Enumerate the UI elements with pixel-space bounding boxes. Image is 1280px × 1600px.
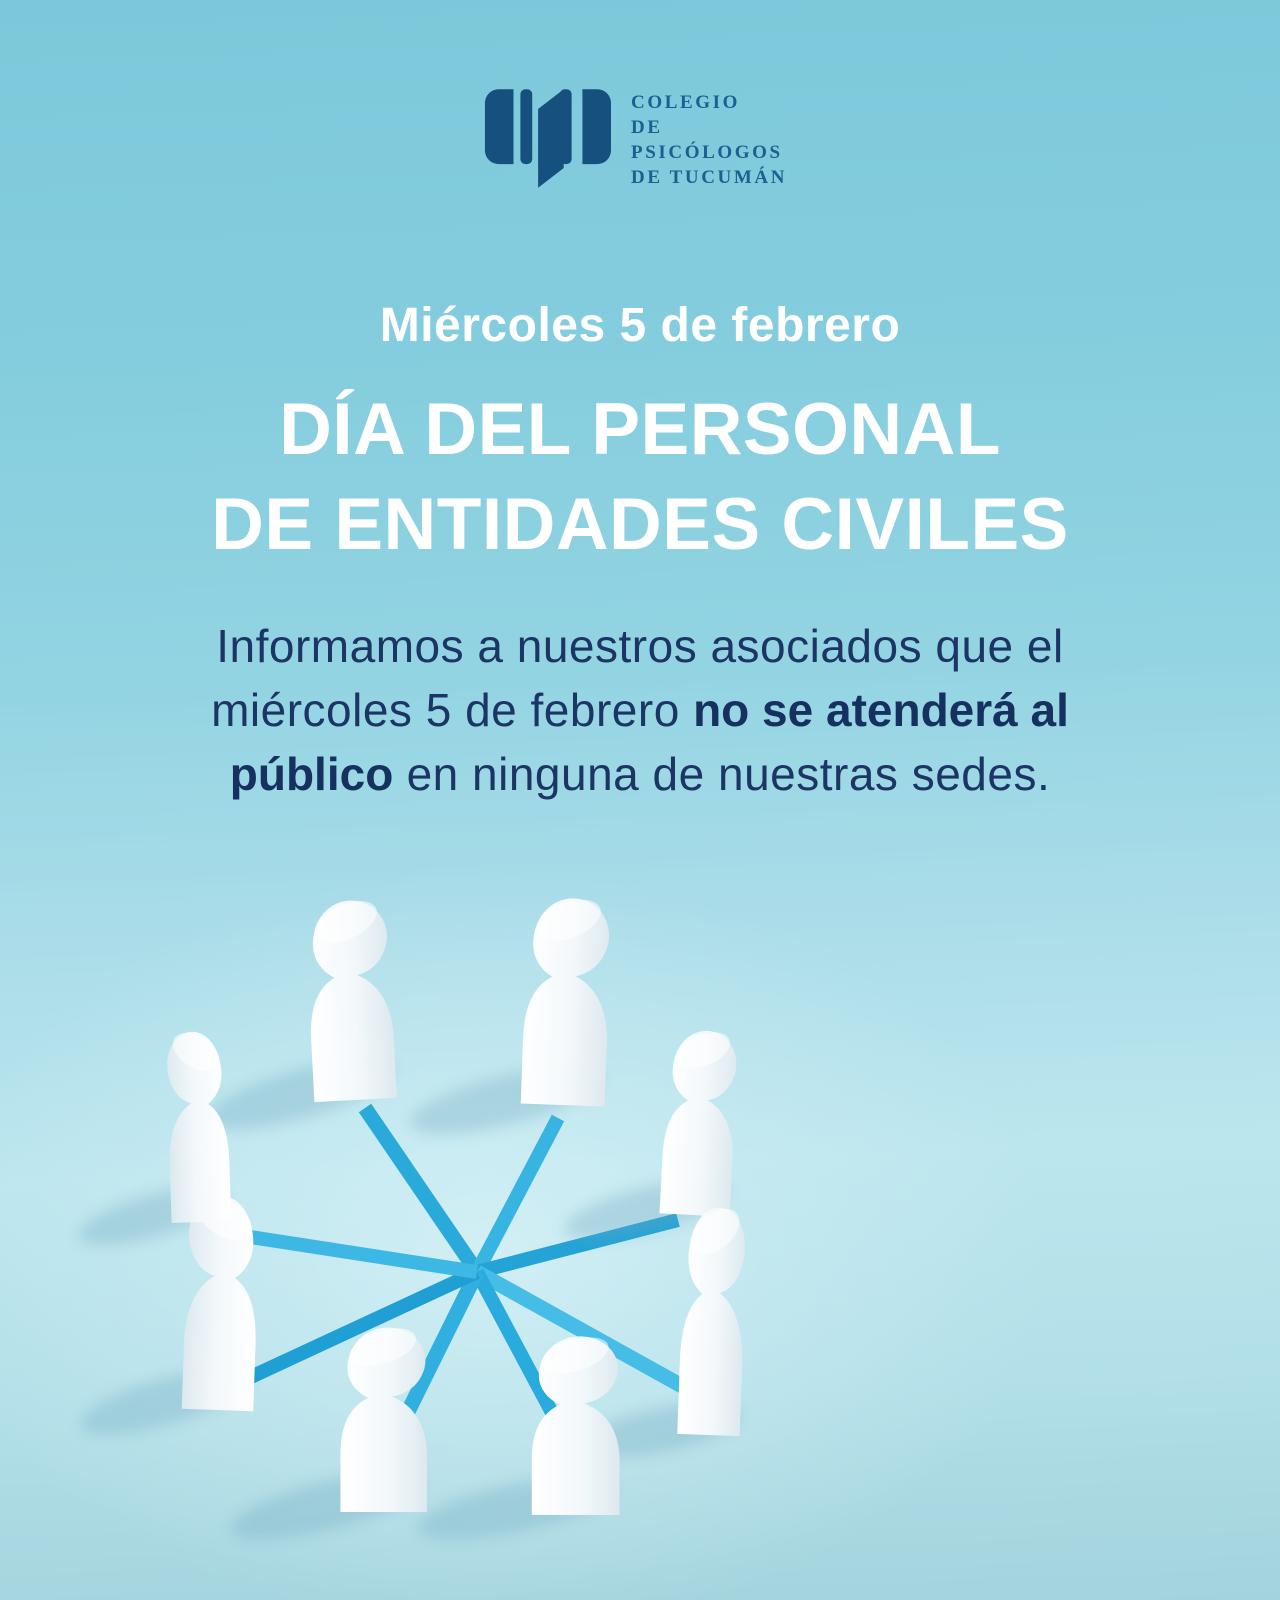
title-line2: DE ENTIDADES CIVILES bbox=[211, 484, 1069, 565]
announcement-body bbox=[130, 614, 1150, 806]
people-circle-illustration bbox=[0, 790, 1280, 1600]
page-title bbox=[0, 382, 1280, 572]
logo-text-line1: COLEGIO DE bbox=[631, 92, 740, 138]
date-label: Miércoles 5 de febrero bbox=[379, 299, 901, 352]
body-line3: público en ninguna de nuestras sedes. bbox=[229, 748, 1051, 800]
logo-text-line2: PSICÓLOGOS bbox=[631, 142, 783, 163]
psychologists-college-logo-icon bbox=[481, 88, 611, 189]
logo-text-line3: DE TUCUMÁN bbox=[631, 167, 788, 188]
body-line2: miércoles 5 de febrero no se atenderá al bbox=[211, 684, 1069, 736]
body-line1: Informamos a nuestros asociados que el bbox=[216, 620, 1064, 672]
title-line1: DÍA DEL PERSONAL bbox=[279, 389, 1001, 470]
logo-text bbox=[631, 90, 799, 190]
logo bbox=[0, 84, 1280, 190]
